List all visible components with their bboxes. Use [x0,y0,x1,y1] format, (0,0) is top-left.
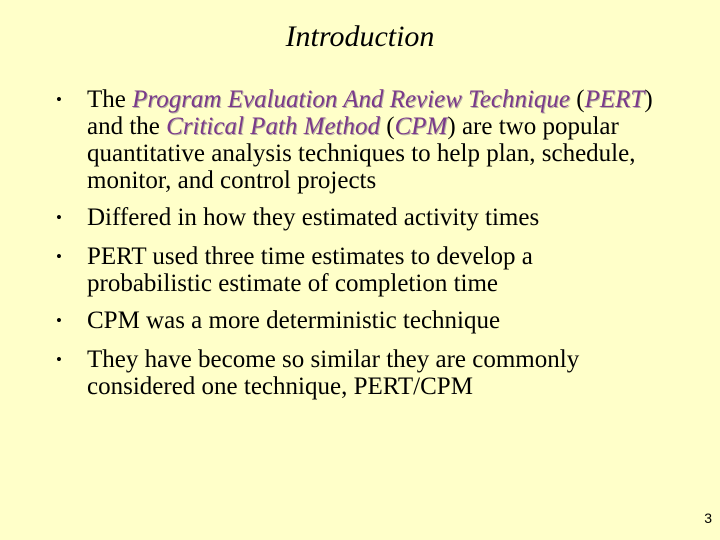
bullet-text-segment: The [87,86,133,113]
cpm-full-name: Critical Path Method [166,113,381,140]
bullet-item-pert-cpm [56,86,656,194]
bullet-text: CPM was a more deterministic technique [87,307,501,334]
slide-number: 3 [704,510,712,526]
bullet-text-segment: ( [570,86,585,113]
bullet-item-cpm-deterministic [56,307,656,334]
slide-title: Introduction [285,20,435,53]
cpm-acronym: CPM [394,113,448,140]
bullet-item-pert-cpm-combined [56,346,656,400]
bullet-text: Differed in how they estimated activity times [87,204,540,231]
bullet-text: PERT used three time estimates to develop a probabilistic estimate of completion time [87,243,533,297]
bullet-text-segment: ( [380,113,395,140]
bullet-text: They have become so similar they are commonly considered one technique, PERT/CPM [87,346,580,400]
bullet-item-activity-times [56,204,656,231]
bullet-list [56,86,656,413]
bullet-item-pert-estimates [56,243,656,297]
pert-full-name: Program Evaluation And Review Technique [132,86,571,113]
bullet-text-segment: ) are two popular quantitative analysis techniques to help plan, schedule, monitor, and control projects [87,113,636,194]
pert-acronym: PERT [584,86,645,113]
bullet-text-segment: ) and the [87,86,653,140]
